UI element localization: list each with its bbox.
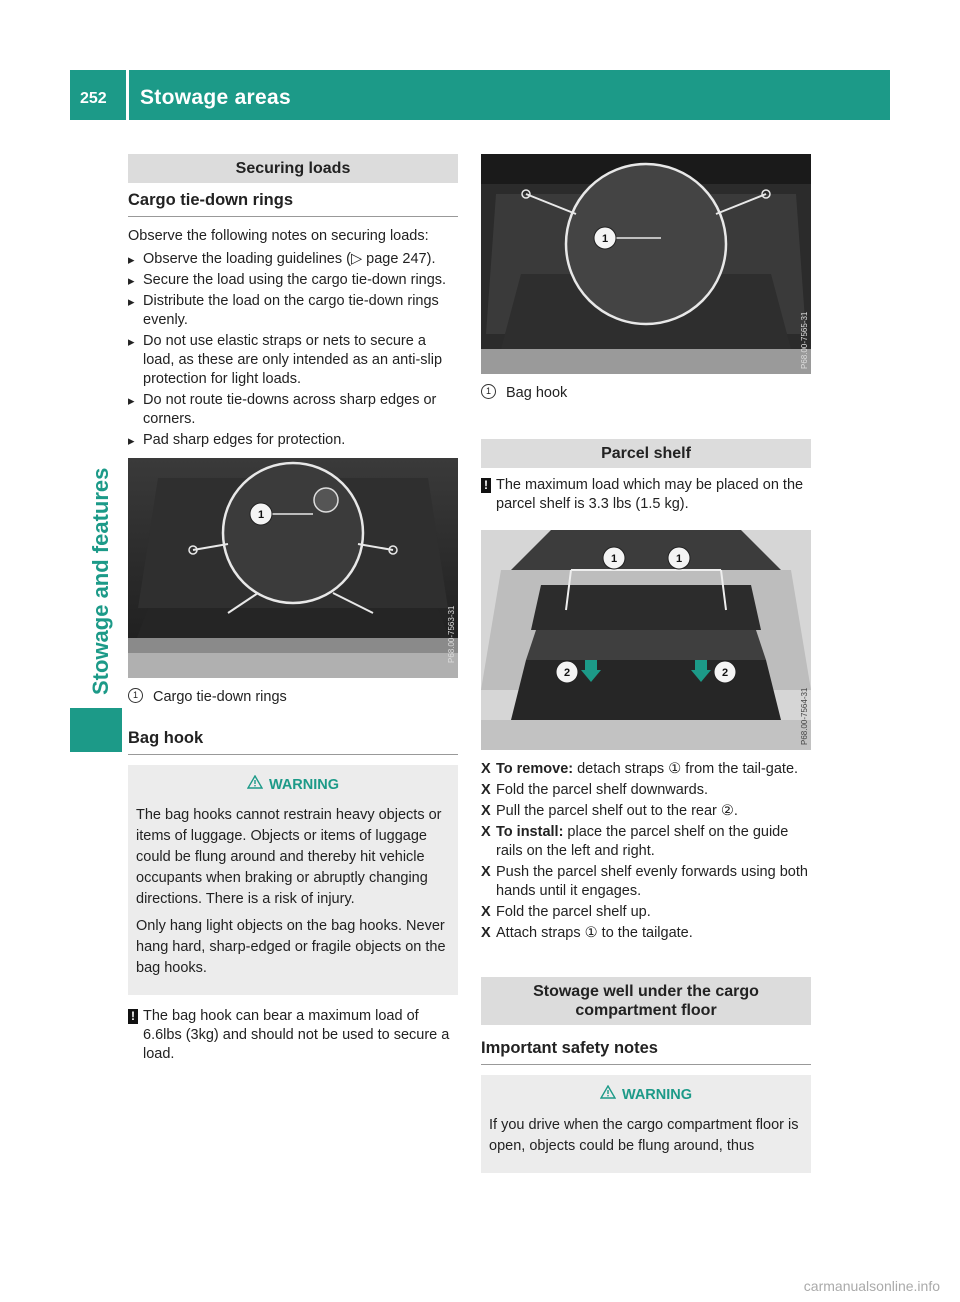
securing-bullets [128, 250, 458, 450]
warning-title [136, 775, 450, 795]
step-text: Pull the parcel shelf out to the rear ②. [496, 803, 738, 819]
step-marker: X [481, 925, 491, 941]
section-securing-loads: Securing loads [128, 154, 458, 183]
step-text: place the parcel shelf on the guide rails on the left and right. [496, 824, 789, 859]
sidebar-chapter-label: Stowage and features [88, 467, 113, 695]
subhead-bag-hook: Bag hook [128, 729, 458, 755]
note-text: The bag hook can bear a maximum load of 6.6lbs (3kg) and should not be used to secure a load. [143, 1008, 450, 1062]
bullet-item: ▸ Do not route tie-downs across sharp edges or corners. [128, 391, 458, 429]
step-item [481, 903, 811, 922]
figure-bag-hook [481, 154, 811, 374]
bullet-item: ▸ Observe the loading guidelines (▷ page 247). [128, 250, 458, 269]
figure-marker: 1 [601, 233, 609, 245]
warning-text: If you drive when the cargo compartment floor is open, objects could be flung around, thus [489, 1117, 799, 1154]
bullet-item: ▸ Distribute the load on the cargo tie-down rings evenly. [128, 292, 458, 330]
figure-cargo-tie-down-rings [128, 458, 458, 678]
bag-hook-illustration [481, 154, 811, 374]
bullet-item: ▸ Do not use elastic straps or nets to secure a load, as these are only intended as an anti-slip protection for light loads. [128, 332, 458, 389]
caption-text: Bag hook [506, 385, 568, 401]
step-item [481, 823, 811, 861]
bullet-item: ▸ Secure the load using the cargo tie-down rings. [128, 271, 458, 290]
step-item [481, 760, 811, 779]
step-marker: X [481, 904, 491, 920]
page-number: 252 [80, 90, 107, 107]
warning-text: Only hang light objects on the bag hooks. Never hang hard, sharp-edged or fragile objects on the bag hooks. [136, 918, 446, 976]
figure-marker: 2 [721, 667, 729, 679]
caption-number: 1 [128, 688, 143, 703]
parcel-shelf-illustration [481, 530, 811, 750]
subhead-cargo-tie-down-rings: Cargo tie-down rings [128, 191, 458, 217]
note-bag-hook [128, 1007, 458, 1064]
page-header [70, 70, 890, 120]
sidebar-block [70, 708, 122, 752]
figure-marker: 1 [675, 553, 683, 565]
step-marker: X [481, 824, 491, 840]
step-text: Fold the parcel shelf up. [496, 904, 651, 920]
figure-parcel-shelf [481, 530, 811, 750]
step-item [481, 802, 811, 821]
caption-number: 1 [481, 384, 496, 399]
figure-marker: 2 [563, 667, 571, 679]
warning-title [489, 1085, 803, 1105]
section-parcel-shelf: Parcel shelf [481, 439, 811, 468]
step-label: To remove: [496, 761, 574, 777]
header-divider [126, 70, 129, 120]
step-marker: X [481, 864, 491, 880]
figure-caption [481, 384, 811, 403]
bullet-item: ▸ Pad sharp edges for protection. [128, 431, 458, 450]
warning-box [481, 1075, 811, 1173]
warning-icon [600, 1085, 616, 1105]
right-column [481, 154, 811, 1185]
note-text: The maximum load which may be placed on the parcel shelf is 3.3 lbs (1.5 kg). [496, 477, 804, 512]
left-column [128, 154, 458, 1064]
step-label: To install: [496, 824, 564, 840]
warning-icon [247, 775, 263, 795]
figure-code: P68.00-7564-31 [800, 687, 809, 745]
figure-code: P68.00-7565-31 [800, 311, 809, 369]
step-item [481, 863, 811, 901]
section-stowage-well: Stowage well under the cargo compartment floor [481, 977, 811, 1025]
note-icon: ! [128, 1009, 138, 1024]
step-text: Attach straps ① to the tailgate. [496, 925, 693, 941]
note-parcel-shelf [481, 476, 811, 514]
parcel-shelf-steps [481, 760, 811, 943]
chapter-title: Stowage areas [140, 86, 291, 109]
step-marker: X [481, 803, 491, 819]
step-item [481, 924, 811, 943]
caption-text: Cargo tie-down rings [153, 689, 287, 705]
step-marker: X [481, 761, 491, 777]
figure-marker: 1 [257, 509, 265, 521]
subhead-important-safety-notes: Important safety notes [481, 1039, 811, 1065]
intro-text: Observe the following notes on securing loads: [128, 228, 429, 244]
step-text: Fold the parcel shelf downwards. [496, 782, 708, 798]
step-text: detach straps ① from the tail-gate. [573, 761, 799, 777]
warning-title-text: WARNING [268, 777, 340, 793]
warning-title-text: WARNING [621, 1087, 693, 1103]
step-text: Push the parcel shelf evenly forwards using both hands until it engages. [496, 864, 808, 899]
warning-box [128, 765, 458, 995]
step-item [481, 781, 811, 800]
step-marker: X [481, 782, 491, 798]
note-icon: ! [481, 478, 491, 493]
figure-marker: 1 [610, 553, 618, 565]
figure-code: P68.00-7563-31 [447, 605, 456, 663]
warning-text: The bag hooks cannot restrain heavy objects or items of luggage. Objects or items of luggage could be flung around and thereby hit vehicle occupants when braking or abruptly changing directions. There is a risk of injury. [136, 807, 442, 907]
figure-caption [128, 688, 458, 707]
watermark: carmanualsonline.info [803, 1278, 940, 1294]
trunk-illustration [128, 458, 458, 678]
